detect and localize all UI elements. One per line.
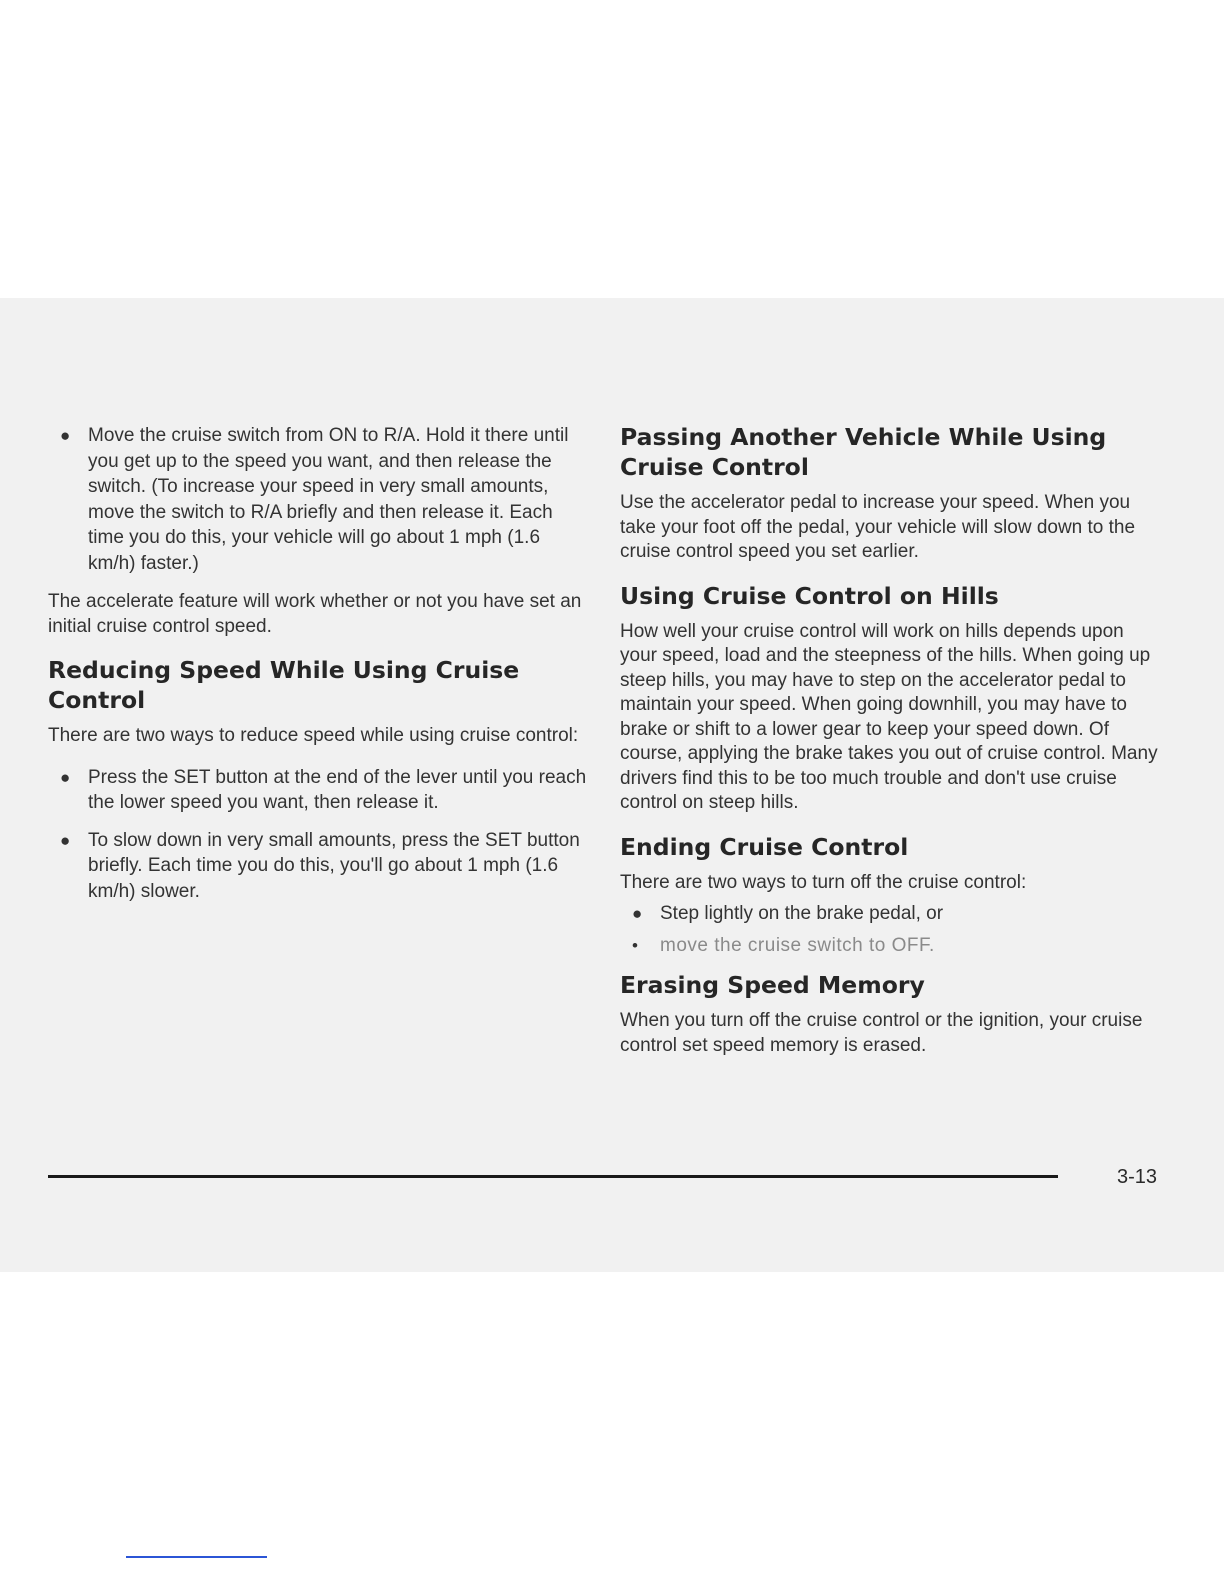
list-item xyxy=(48,828,588,905)
left-column xyxy=(48,423,588,918)
section-heading: Erasing Speed Memory xyxy=(620,971,925,999)
bullet-text: To slow down in very small amounts, press the SET button briefly. Each time you do this, you'll go about 1 mph (1.6 km/h) slower. xyxy=(88,829,580,902)
section-heading: Using Cruise Control on Hills xyxy=(620,581,999,610)
page-number: 3-13 xyxy=(1117,1166,1158,1188)
bullet-icon: ● xyxy=(60,767,71,787)
section-heading: Reducing Speed While Using Cruise Control xyxy=(48,656,520,714)
paragraph: The accelerate feature will work whether or not you have set an initial cruise control speed. xyxy=(48,591,582,637)
section-heading: Ending Cruise Control xyxy=(620,832,909,861)
footer-rule xyxy=(48,1175,1058,1178)
bullet-icon: ● xyxy=(632,904,643,923)
list-item xyxy=(48,423,588,576)
paragraph: There are two ways to turn off the cruise control: xyxy=(620,871,1027,893)
paragraph: When you turn off the cruise control or the ignition, your cruise control set speed memory is erased. xyxy=(620,1010,1143,1056)
right-column xyxy=(620,422,1160,1074)
bullet-icon: ● xyxy=(60,830,71,850)
paragraph: Use the accelerator pedal to increase your speed. When you take your foot off the pedal, your vehicle will slow down to the cruise control speed you set earlier. xyxy=(620,492,1136,562)
list-item xyxy=(620,933,1160,959)
bullet-text: Step lightly on the brake pedal, or xyxy=(660,903,944,924)
section-heading: Passing Another Vehicle While Using Cruise Control xyxy=(620,423,1107,481)
paragraph: There are two ways to reduce speed while using cruise control: xyxy=(48,725,579,746)
bullet-text: move the cruise switch to OFF. xyxy=(660,934,935,956)
bottom-underline-link[interactable] xyxy=(126,1556,267,1558)
list-item xyxy=(48,765,588,816)
bullet-text: Press the SET button at the end of the lever until you reach the lower speed you want, then release it. xyxy=(88,766,587,813)
list-item xyxy=(620,901,1160,927)
bullet-icon: • xyxy=(632,935,639,955)
reduce-speed-bullet-list xyxy=(48,765,588,905)
bullet-icon: ● xyxy=(60,426,71,445)
bullet-text: Move the cruise switch from ON to R/A. Hold it there until you get up to the speed you want, and then release the switch. (To increase your speed in very small amounts, move the switch to R/A briefly and then release it. Each time you do this, your vehicle will go about 1 mph (1.6 km/h) faster.) xyxy=(88,425,569,574)
accelerate-bullet-list xyxy=(48,423,588,576)
paragraph: How well your cruise control will work on hills depends upon your speed, load and the steepness of the hills. When going up steep hills, you may have to step on the accelerator pedal to maintain your speed. When going downhill, you may have to brake or shift to a lower gear to keep your speed down. Of course, applying the brake takes you out of cruise control. Many drivers find this to be too much trouble and don't use cruise control on steep hills. xyxy=(620,620,1158,813)
ending-bullet-list xyxy=(620,901,1160,958)
